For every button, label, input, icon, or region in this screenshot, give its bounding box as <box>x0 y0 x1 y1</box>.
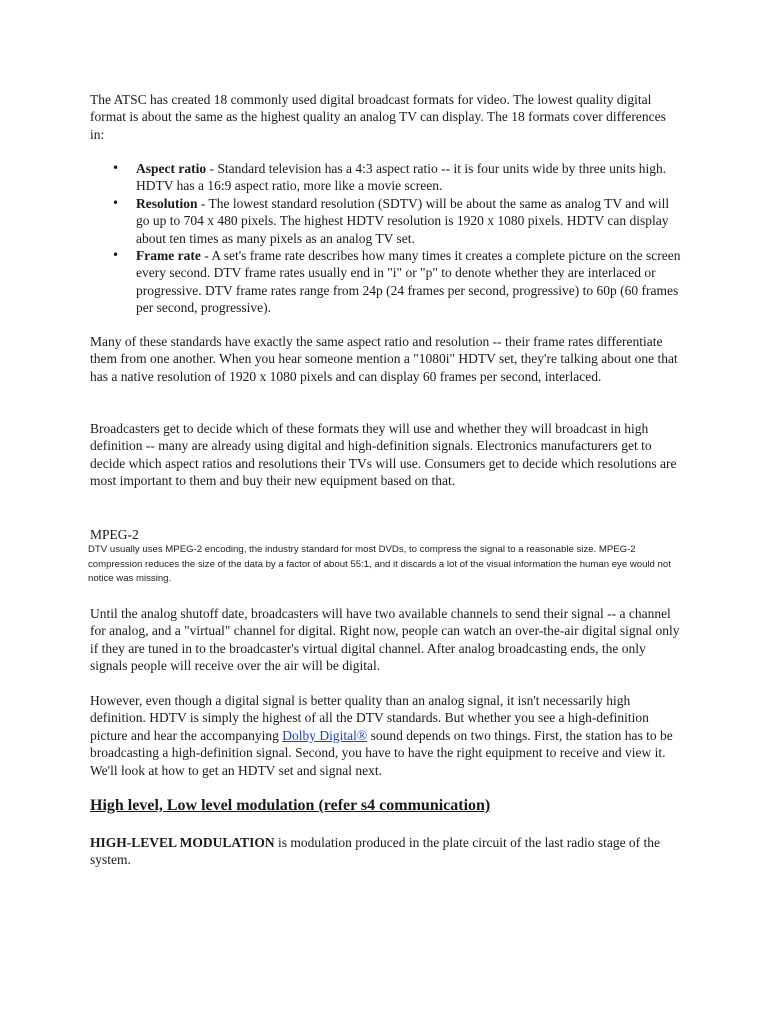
however-text-before: However, even though a digital signal is better quality than an analog signal, it isn't necessarily high definition. HDTV is simply the highest of all the DTV standards. But whether you see a high-definition picture and hear the accompanying <box>90 693 649 743</box>
list-item-text: - The lowest standard resolution (SDTV) will be about the same as analog TV and will go up to 704 x 480 pixels. The highest HDTV resolution is 1920 x 1080 pixels. HDTV can display about ten times as many pixels as an analog TV set. <box>136 195 670 246</box>
mpeg-paragraph: DTV usually uses MPEG-2 encoding, the industry standard for most DVDs, to compress the signal to a reasonable size. MPEG-2 compression reduces the size of the data by a factor of about 55:1, and it discards a lot of the visual information the human eye would not notice was missing. <box>88 544 671 585</box>
intro-paragraph: The ATSC has created 18 commonly used digital broadcast formats for video. The lowest quality digital format is about the same as the highest quality an analog TV can display. The 18 formats cover differences in: <box>90 92 666 142</box>
however-text-after: sound depends on two things. First, the station has to be broadcasting a high-definition signal. Second, you have to have the right equipment to receive and view it. We'll look at how to get an HDTV set and signal next. <box>90 727 673 778</box>
list-item-term: Resolution <box>136 195 198 211</box>
mpeg-label: MPEG-2 <box>90 527 139 542</box>
list-item-term: Aspect ratio <box>136 161 207 176</box>
however-paragraph <box>90 692 682 779</box>
final-paragraph <box>90 834 682 869</box>
final-term: HIGH-LEVEL MODULATION <box>90 835 275 850</box>
list-item-aspect-ratio <box>90 160 682 195</box>
formats-list <box>90 160 682 317</box>
standards-paragraph: Many of these standards have exactly the same aspect ratio and resolution -- their frame rates differentiate them from one another. When you hear someone mention a "1080i" HDTV set, they're talking about one that has a native resolution of 1920 x 1080 pixels and can display 60 frames per second, interlaced. <box>90 334 678 384</box>
section-heading: High level, Low level modulation (refer s4 communication) <box>90 797 491 814</box>
broadcasters-paragraph: Broadcasters get to decide which of these formats they will use and whether they will broadcast in high definition -- many are already using digital and high-definition signals. Electronics manufacturers get to decide which aspect ratios and resolutions their TVs will use. Consumers get to decide which resolutions are most important to them and buy their new equipment based on that. <box>90 421 677 489</box>
list-item-resolution <box>90 195 682 247</box>
final-text: is modulation produced in the plate circuit of the last radio stage of the system. <box>90 835 661 868</box>
shutoff-paragraph: Until the analog shutoff date, broadcasters will have two available channels to send their signal -- a channel for analog, and a "virtual" channel for digital. Right now, people can watch an over-the-air digital signal only if they are tuned in to the broadcaster's virtual digital channel. After analog broadcasting ends, the only signals people will receive over the air will be digital. <box>90 606 680 674</box>
list-item-text: - Standard television has a 4:3 aspect ratio -- it is four units wide by three units high. HDTV has a 16:9 aspect ratio, more like a movie screen. <box>136 161 667 194</box>
dolby-digital-link[interactable]: Dolby Digital® <box>282 727 368 743</box>
list-item-term: Frame rate <box>136 248 201 264</box>
list-item-frame-rate <box>90 247 682 317</box>
list-item-text: - A set's frame rate describes how many times it creates a complete picture on the screen every second. DTV frame rates usually end in "i" or "p" to denote whether they are interlaced or progressive. DTV frame rates range from 24p (24 frames per second, progressive) to 60p (60 frames per second, progressive). <box>136 248 681 316</box>
